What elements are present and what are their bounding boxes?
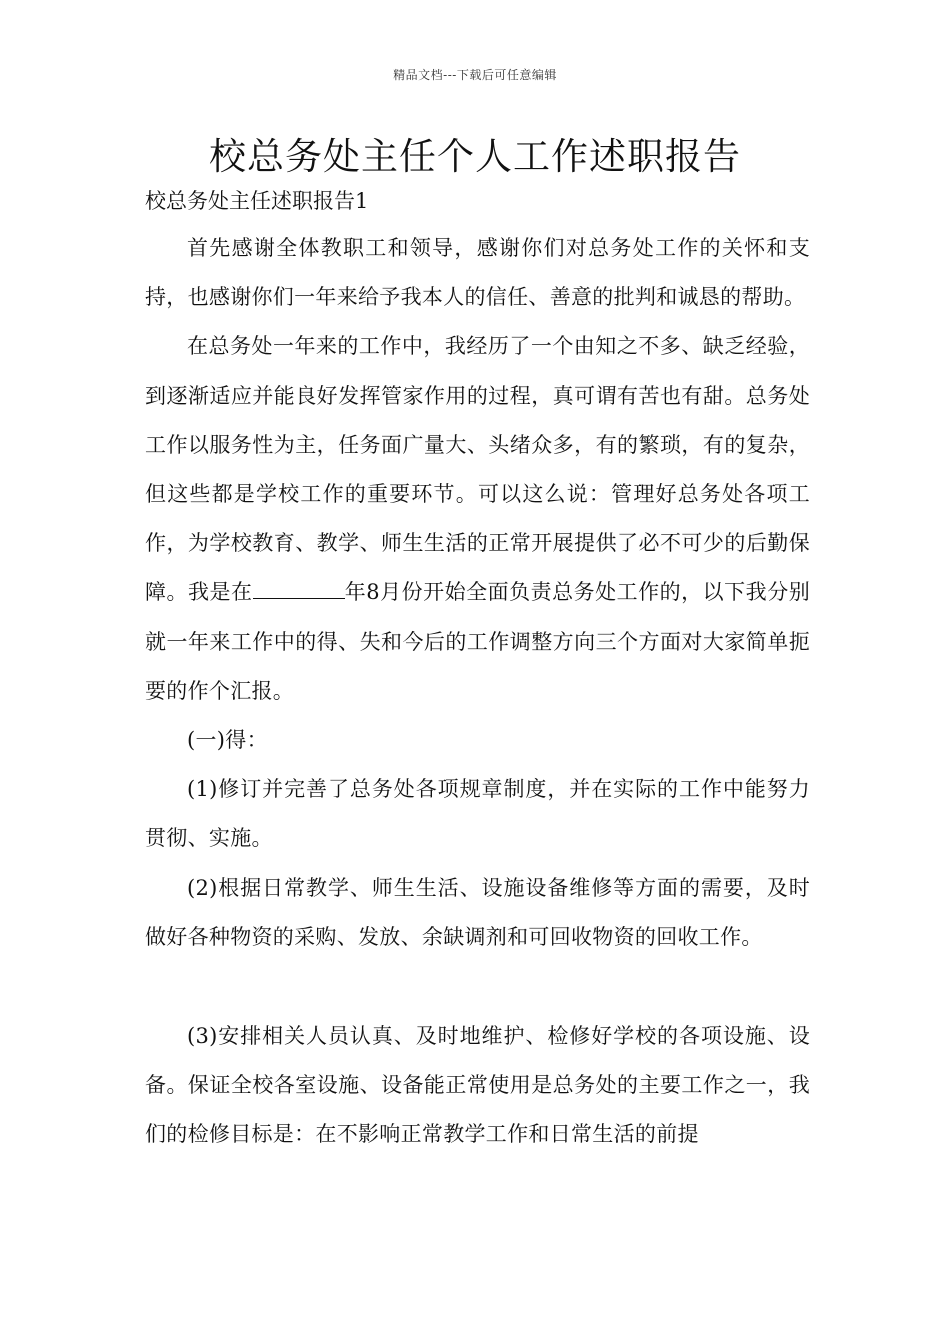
list-item-1: (1)修订并完善了总务处各项规章制度，并在实际的工作中能努力贯彻、实施。 xyxy=(145,777,810,851)
document-title: 校总务处主任个人工作述职报告 xyxy=(209,135,741,178)
paragraph-overview xyxy=(145,322,810,716)
section-subtitle: 校总务处主任述职报告1 xyxy=(145,189,369,213)
paragraph-overview-text-cont: 年8月份开始全面负责总务处工作的，以下我分别就一年来工作中的得、失和今后的工作调整方向三个方面对大家简单扼要的作个汇报。 xyxy=(145,580,810,703)
list-item-3: (3)安排相关人员认真、及时地维护、检修好学校的各项设施、设备。保证全校各室设施、设备能正常使用是总务处的主要工作之一，我们的检修目标是：在不影响正常教学工作和日常生活的前提 xyxy=(145,1024,810,1147)
header-note: 精品文档---下载后可任意编辑 xyxy=(393,68,557,82)
section-heading-gains: (一)得： xyxy=(187,728,268,753)
paragraph-thanks: 首先感谢全体教职工和领导，感谢你们对总务处工作的关怀和支持，也感谢你们一年来给予我本人的信任、善意的批判和诚恳的帮助。 xyxy=(145,236,810,310)
document-body xyxy=(145,182,810,1160)
fill-in-blank xyxy=(253,580,345,599)
paragraph-overview-text: 在总务处一年来的工作中，我经历了一个由知之不多、缺乏经验，到逐渐适应并能良好发挥管家作用的过程，真可谓有苦也有甜。总务处工作以服务性为主，任务面广量大、头绪众多，有的繁琐，有的复杂，但这些都是学校工作的重要环节。可以这么说：管理好总务处各项工作，为学校教育、教学、师生生活的正常开展提供了必不可少的后勤保障。我是在 xyxy=(145,334,810,605)
list-item-2: (2)根据日常教学、师生生活、设施设备维修等方面的需要，及时做好各种物资的采购、发放、余缺调剂和可回收物资的回收工作。 xyxy=(145,875,810,949)
